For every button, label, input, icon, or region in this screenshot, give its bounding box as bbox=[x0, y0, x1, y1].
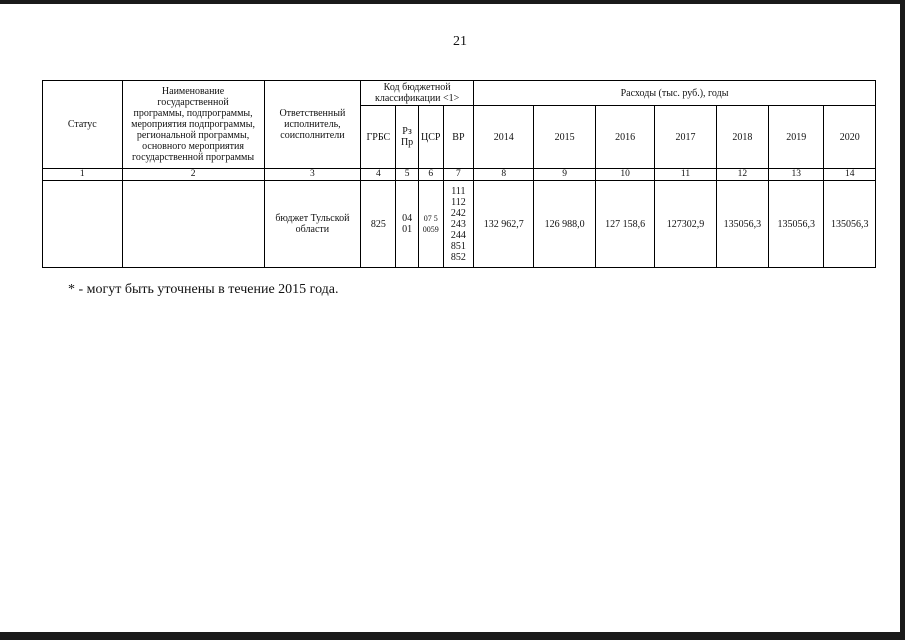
column-number: 12 bbox=[716, 169, 768, 181]
expense-2018: 135056,3 bbox=[716, 181, 768, 268]
page-number: 21 bbox=[453, 34, 467, 49]
budget-table bbox=[42, 80, 876, 268]
header-status: Статус bbox=[43, 81, 123, 169]
row-rzpr: 04 01 bbox=[396, 181, 418, 268]
row-responsible: бюджет Тульской области bbox=[264, 181, 361, 268]
vr-code: 243 bbox=[450, 218, 466, 230]
expense-2014: 132 962,7 bbox=[474, 181, 534, 268]
header-budget-code: Код бюджетной классификации <1> bbox=[361, 81, 474, 106]
header-rzpr: Рз Пр bbox=[396, 106, 418, 169]
column-number: 6 bbox=[418, 169, 443, 181]
column-number: 13 bbox=[769, 169, 824, 181]
column-number-row bbox=[43, 169, 876, 181]
expense-2019: 135056,3 bbox=[769, 181, 824, 268]
expense-2020: 135056,3 bbox=[824, 181, 876, 268]
row-status bbox=[43, 181, 123, 268]
vr-code: 244 bbox=[450, 229, 466, 241]
header-responsible: Ответственный исполнитель, соисполнители bbox=[264, 81, 361, 169]
row-vr bbox=[443, 181, 473, 268]
expense-2015: 126 988,0 bbox=[534, 181, 595, 268]
column-number: 5 bbox=[396, 169, 418, 181]
header-year-2014: 2014 bbox=[474, 106, 534, 169]
header-csr: ЦСР bbox=[418, 106, 443, 169]
header-vr: ВР bbox=[443, 106, 473, 169]
header-name: Наименование государственной программы, подпрограммы, мероприятия подпрограммы, региональной программы, основного мероприятия государственной программы bbox=[122, 81, 264, 169]
column-number: 9 bbox=[534, 169, 595, 181]
scan-border-top bbox=[0, 0, 905, 4]
column-number: 7 bbox=[443, 169, 473, 181]
column-number: 14 bbox=[824, 169, 876, 181]
column-number: 11 bbox=[655, 169, 716, 181]
header-grbs: ГРБС bbox=[361, 106, 396, 169]
column-number: 10 bbox=[595, 169, 654, 181]
header-year-2020: 2020 bbox=[824, 106, 876, 169]
vr-code: 112 bbox=[451, 196, 466, 208]
column-number: 2 bbox=[122, 169, 264, 181]
row-name bbox=[122, 181, 264, 268]
vr-code: 851 bbox=[450, 240, 466, 252]
column-number: 4 bbox=[361, 169, 396, 181]
header-year-2015: 2015 bbox=[534, 106, 595, 169]
vr-code: 111 bbox=[451, 185, 466, 197]
row-csr: 07 5 0059 bbox=[418, 181, 443, 268]
header-expenses: Расходы (тыс. руб.), годы bbox=[474, 81, 876, 106]
header-year-2017: 2017 bbox=[655, 106, 716, 169]
table-row bbox=[43, 181, 876, 268]
expense-2016: 127 158,6 bbox=[595, 181, 654, 268]
vr-code: 242 bbox=[450, 207, 466, 219]
footnote: * - могут быть уточнены в течение 2015 года. bbox=[68, 282, 339, 297]
header-year-2016: 2016 bbox=[595, 106, 654, 169]
scan-border-bottom bbox=[0, 632, 905, 640]
expense-2017: 127302,9 bbox=[655, 181, 716, 268]
column-number: 1 bbox=[43, 169, 123, 181]
header-year-2018: 2018 bbox=[716, 106, 768, 169]
header-row-1 bbox=[43, 81, 876, 106]
vr-code: 852 bbox=[450, 251, 466, 263]
header-year-2019: 2019 bbox=[769, 106, 824, 169]
column-number: 8 bbox=[474, 169, 534, 181]
column-number: 3 bbox=[264, 169, 361, 181]
row-grbs: 825 bbox=[361, 181, 396, 268]
scan-border-right bbox=[900, 0, 905, 640]
